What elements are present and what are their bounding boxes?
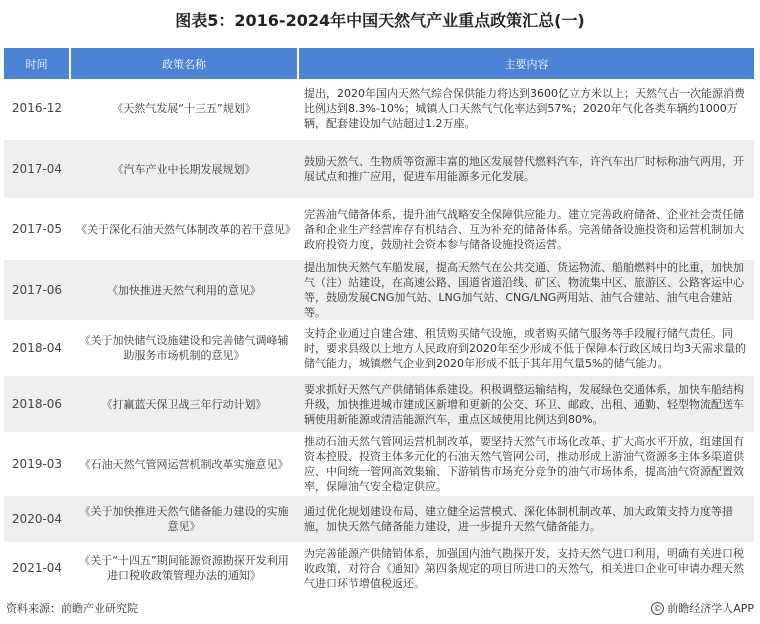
row-content: 为完善能源产供储销体系，加强国内油气勘探开发，支持天然气进口利用，明确有关进口税收政策，对符合《通知》第四条规定的项目所进口的天然气，相关进口企业可申请办理天然气进口环节增值税返还。 <box>298 543 754 593</box>
column-header-content: 主要内容 <box>298 48 754 79</box>
row-time: 2017-04 <box>4 139 70 199</box>
row-time: 2020-04 <box>4 495 70 543</box>
row-content: 鼓励天然气、生物质等资源丰富的地区发展替代燃料汽车，许汽车出厂时标称油气两用，开展试点和推广应用，促进车用能源多元化发展。 <box>298 139 754 199</box>
row-policy: 《关于深化石油天然气体制改革的若干意见》 <box>70 199 298 259</box>
source-note: 资料来源：前瞻产业研究院 <box>6 602 138 615</box>
table-row <box>4 139 754 199</box>
row-content: 支持企业通过自建合建、租赁购买储气设施，或者购买储气服务等手段履行储气责任。同时，要求县级以上地方人民政府到2020年至少形成不低于保障本行政区域日均3天需求量的储气能力，城镇燃气企业到2020年形成不低于其年用气量5%的储气能力。 <box>298 321 754 375</box>
table-row <box>4 495 754 543</box>
table-row <box>4 543 754 593</box>
row-policy: 《打赢蓝天保卫战三年行动计划》 <box>70 375 298 433</box>
row-content: 完善油气储备体系，提升油气战略安全保障供应能力。建立完善政府储备、企业社会责任储备和企业生产经营库存有机结合、互为补充的储备体系。完善储备设施投资和运营机制加大政府投资力度，鼓励社会资本参与储备设施投资运营。 <box>298 199 754 259</box>
table-row <box>4 199 754 259</box>
column-header-policy: 政策名称 <box>70 48 298 79</box>
table-row <box>4 433 754 495</box>
row-content: 通过优化规划建设布局、建立健全运营模式、深化体制机制改革、加大政策支持力度等措施，加快天然气储备能力建设，进一步提升天然气储备能力。 <box>298 495 754 543</box>
table-row <box>4 79 754 139</box>
row-policy: 《加快推进天然气利用的意见》 <box>70 259 298 321</box>
row-time: 2017-05 <box>4 199 70 259</box>
row-policy: 《关于“十四五”期间能源资源勘探开发利用进口税收政策管理办法的通知》 <box>70 543 298 593</box>
row-time: 2016-12 <box>4 79 70 139</box>
row-time: 2017-06 <box>4 259 70 321</box>
column-header-time: 时间 <box>4 48 70 79</box>
brand-credit <box>651 600 754 616</box>
row-content: 推动石油天然气管网运营机制改革，要坚持天然气市场化改革、扩大高水平开放，组建国有资本控股、投资主体多元化的石油天然气管网公司，推动形成上游油气资源多主体多渠道供应、中间统一管网高效集输、下游销售市场充分竞争的油气市场体系，提高油气资源配置效率，保障油气安全稳定供应。 <box>298 433 754 495</box>
table-row <box>4 375 754 433</box>
row-policy: 《关于加快储气设施建设和完善储气调峰辅助服务市场机制的意见》 <box>70 321 298 375</box>
brand-label: 前瞻经济学人APP <box>667 602 754 615</box>
row-time: 2021-04 <box>4 543 70 593</box>
row-time: 2018-06 <box>4 375 70 433</box>
table-row <box>4 259 754 321</box>
row-policy: 《天然气发展“十三五”规划》 <box>70 79 298 139</box>
row-policy: 《汽车产业中长期发展规划》 <box>70 139 298 199</box>
row-content: 要求抓好天然气产供储销体系建设。积极调整运输结构，发展绿色交通体系，加快车船结构升级，加快推进城市建成区新增和更新的公交、环卫、邮政、出租、通勤、轻型物流配送车辆使用新能源或清洁能源汽车，重点区域使用比例达到80%。 <box>298 375 754 433</box>
row-policy: 《关于加快推进天然气储备能力建设的实施意见》 <box>70 495 298 543</box>
copyright-icon: © <box>651 602 664 615</box>
row-time: 2018-04 <box>4 321 70 375</box>
row-policy: 《石油天然气管网运营机制改革实施意见》 <box>70 433 298 495</box>
policy-table <box>4 48 754 594</box>
row-time: 2019-03 <box>4 433 70 495</box>
table-row <box>4 321 754 375</box>
row-content: 提出，2020年国内天然气综合保供能力将达到3600亿立方米以上；天然气占一次能源消费比例达到8.3%-10%；城镇人口天然气气化率达到57%；2020年气化各类车辆约1000万辆，配套建设加气站超过1.2万座。 <box>298 79 754 139</box>
row-content: 提出加快天然气车船发展，提高天然气在公共交通、货运物流、船舶燃料中的比重，加快加气（注）站建设，在高速公路、国道省道沿线、矿区、物流集中区、旅游区、公路客运中心等，鼓励发展CNG加气站、LNG加气站、CNG/LNG两用站、油气合建站、油气电合建站等。 <box>298 259 754 321</box>
table-header-row <box>4 48 754 79</box>
chart-title: 图表5：2016-2024年中国天然气产业重点政策汇总(一) <box>175 11 585 30</box>
